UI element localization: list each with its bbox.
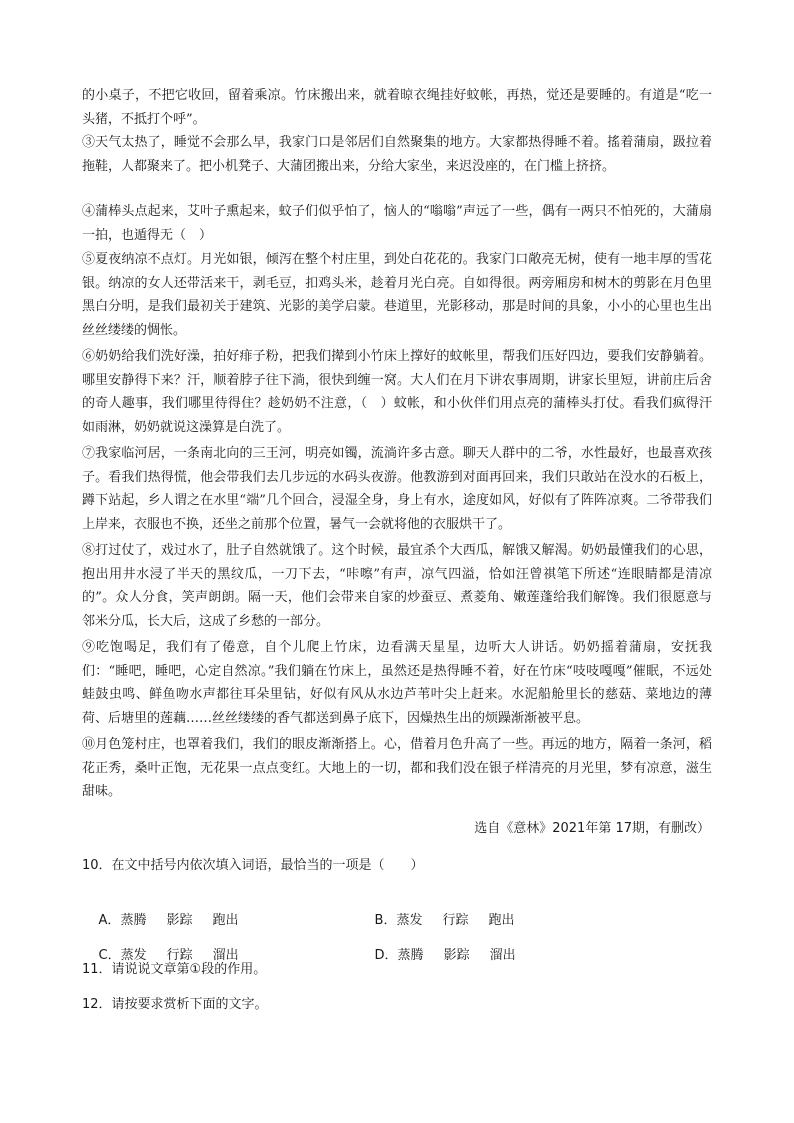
paragraph-5: ⑤夏夜纳凉不点灯。月光如银，倾泻在整个村庄里，到处白花花的。我家门口敞亮无树，使有一地丰厚的雪花银。纳凉的女人还带活来干，剥毛豆，扣鸡头米，趁着月光白亮。自如得很。两旁厢房和树木的剪影在月色里黑白分明，是我们最初关于建筑、光影的美学启蒙。巷道里，光影移动，那是时间的具象，小小的心里也生出丝丝缕缕的惆怅。 bbox=[82, 252, 712, 338]
paragraph-6: ⑥奶奶给我们洗好澡，拍好痱子粉，把我们撵到小竹床上撑好的蚊帐里，帮我们压好四边，要我们安静躺着。哪里安静得下来？汗，顺着脖子往下淌，很快到缠一窝。大人们在月下讲农事周期，讲家长里短，讲前庄后舍的奇人趣事，我们哪里待得住？趁奶奶不注意，（ ）蚊帐，和小伙伴们用点亮的蒲棒头打仗。看我们疯得汗如雨淋，奶奶就说这澡算是白洗了。 bbox=[82, 349, 712, 435]
paragraph-7: ⑦我家临河居，一条南北向的三王河，明亮如镯，流淌许多古意。聊天人群中的二爷，水性最好，也最喜欢孩子。看我们热得慌，他会带我们去几步远的水码头夜游。他教游到对面再回来，我们只敢站在没水的石板上，蹲下站起，乡人谓之在水里“端”几个回合，浸湿全身，身上有水，途度如风，好似有了阵阵凉爽。二爷带我们上岸来，衣服也不换，还坐之前那个位置，暑气一会就将他的衣服烘干了。 bbox=[82, 446, 712, 532]
paragraph-3: ③天气太热了，睡觉不会那么早，我家门口是邻居们自然聚集的地方。大家都热得睡不着。搖着蒲扇，趿拉着拖鞋，人都聚来了。把小机凳子、大蒲团搬出来，分给大家坐，来迟没座的，在门槛上挤挤。 bbox=[82, 135, 712, 174]
option-label: B． bbox=[374, 913, 397, 928]
option-word: 行踪 bbox=[166, 948, 193, 963]
question-12: 12．请按要求赏析下面的文字。 bbox=[82, 997, 268, 1012]
paragraph-8: ⑧打过仗了，戏过水了，肚子自然就饿了。这个时候，最宜杀个大西瓜，解饿又解渴。奶奶最懂我们的心思，抱出用井水浸了半天的黑纹瓜，一刀下去，“咔嚓”有声，凉气四溢，恰如汪曾祺笔下所述“连眼睛都是清凉的”。众人分食，笑声朗朗。隔一天，他们会带来自家的炒蚕豆、煮菱角、嫩莲蓬给我们解馋。我们很愿意与邻米分瓜，长大后，这成了乡愁的一部分。 bbox=[82, 543, 712, 629]
question-10: 10．在文中括号内依次填入词语，最恰当的一项是（ ） bbox=[82, 858, 424, 873]
option-word: 影踪 bbox=[443, 948, 470, 963]
option-label: D． bbox=[374, 948, 398, 963]
option-word: 影踪 bbox=[166, 913, 193, 928]
paragraph-10: ⑩月色笼村庄，也罩着我们，我们的眼皮渐渐搭上。心，借着月色升高了一些。再远的地方，隔着一条河，稻花正秀，桑叶正饱，无花果一点点变红。大地上的一切，都和我们没在银子样清亮的月光里，梦有凉意，滋生甜味。 bbox=[82, 737, 712, 799]
paragraph-continued: 的小桌子，不把它收回，留着乘凉。竹床搬出来，就着晾衣绳挂好蚊帐，再热，觉还是要睡的。有道是“吃一头猪，不抵打个呼”。 bbox=[82, 88, 712, 127]
option-word: 蒸腾 bbox=[397, 948, 424, 963]
option-word: 溜出 bbox=[212, 948, 239, 963]
option-d bbox=[358, 926, 516, 986]
source-citation: 选自《意林》2021年第 17期，有删改） bbox=[474, 821, 710, 836]
option-word: 蒸发 bbox=[120, 948, 147, 963]
option-word: 蒸发 bbox=[396, 913, 423, 928]
option-word: 跑出 bbox=[212, 913, 239, 928]
option-word: 行踪 bbox=[442, 913, 469, 928]
question-11: 11．请说说文章第①段的作用。 bbox=[82, 962, 267, 977]
option-label: A． bbox=[98, 913, 121, 928]
paragraph-9: ⑨吃饱喝足，我们有了倦意，自个儿爬上竹床，边看满天星星，边听大人讲话。奶奶摇着蒲扇，安抚我们：“睡吧，睡吧，心定自然凉。”我们躺在竹床上，虽然还是热得睡不着，好在竹床“吱吱嘎嘎”催眠，不远处蛙鼓虫鸣、鲜鱼吻水声都往耳朵里钻，好似有风从水边芦苇叶尖上赶来。水泥船舱里长的慈菇、菜地边的薄荷、后塘里的莲藕……丝丝缕缕的香气都送到鼻子底下，因燥热生出的烦躁渐渐被平息。 bbox=[82, 640, 712, 726]
option-word: 跑出 bbox=[488, 913, 515, 928]
option-word: 蒸腾 bbox=[120, 913, 147, 928]
paragraph-4: ④蒲棒头点起来，艾叶子熏起来，蚊子们似乎怕了，恼人的“嗡嗡”声远了一些，偶有一两只不怕死的，大蒲扇一拍，也遁得无（ ） bbox=[82, 204, 712, 243]
option-label: C． bbox=[98, 948, 121, 963]
option-word: 溜出 bbox=[489, 948, 516, 963]
